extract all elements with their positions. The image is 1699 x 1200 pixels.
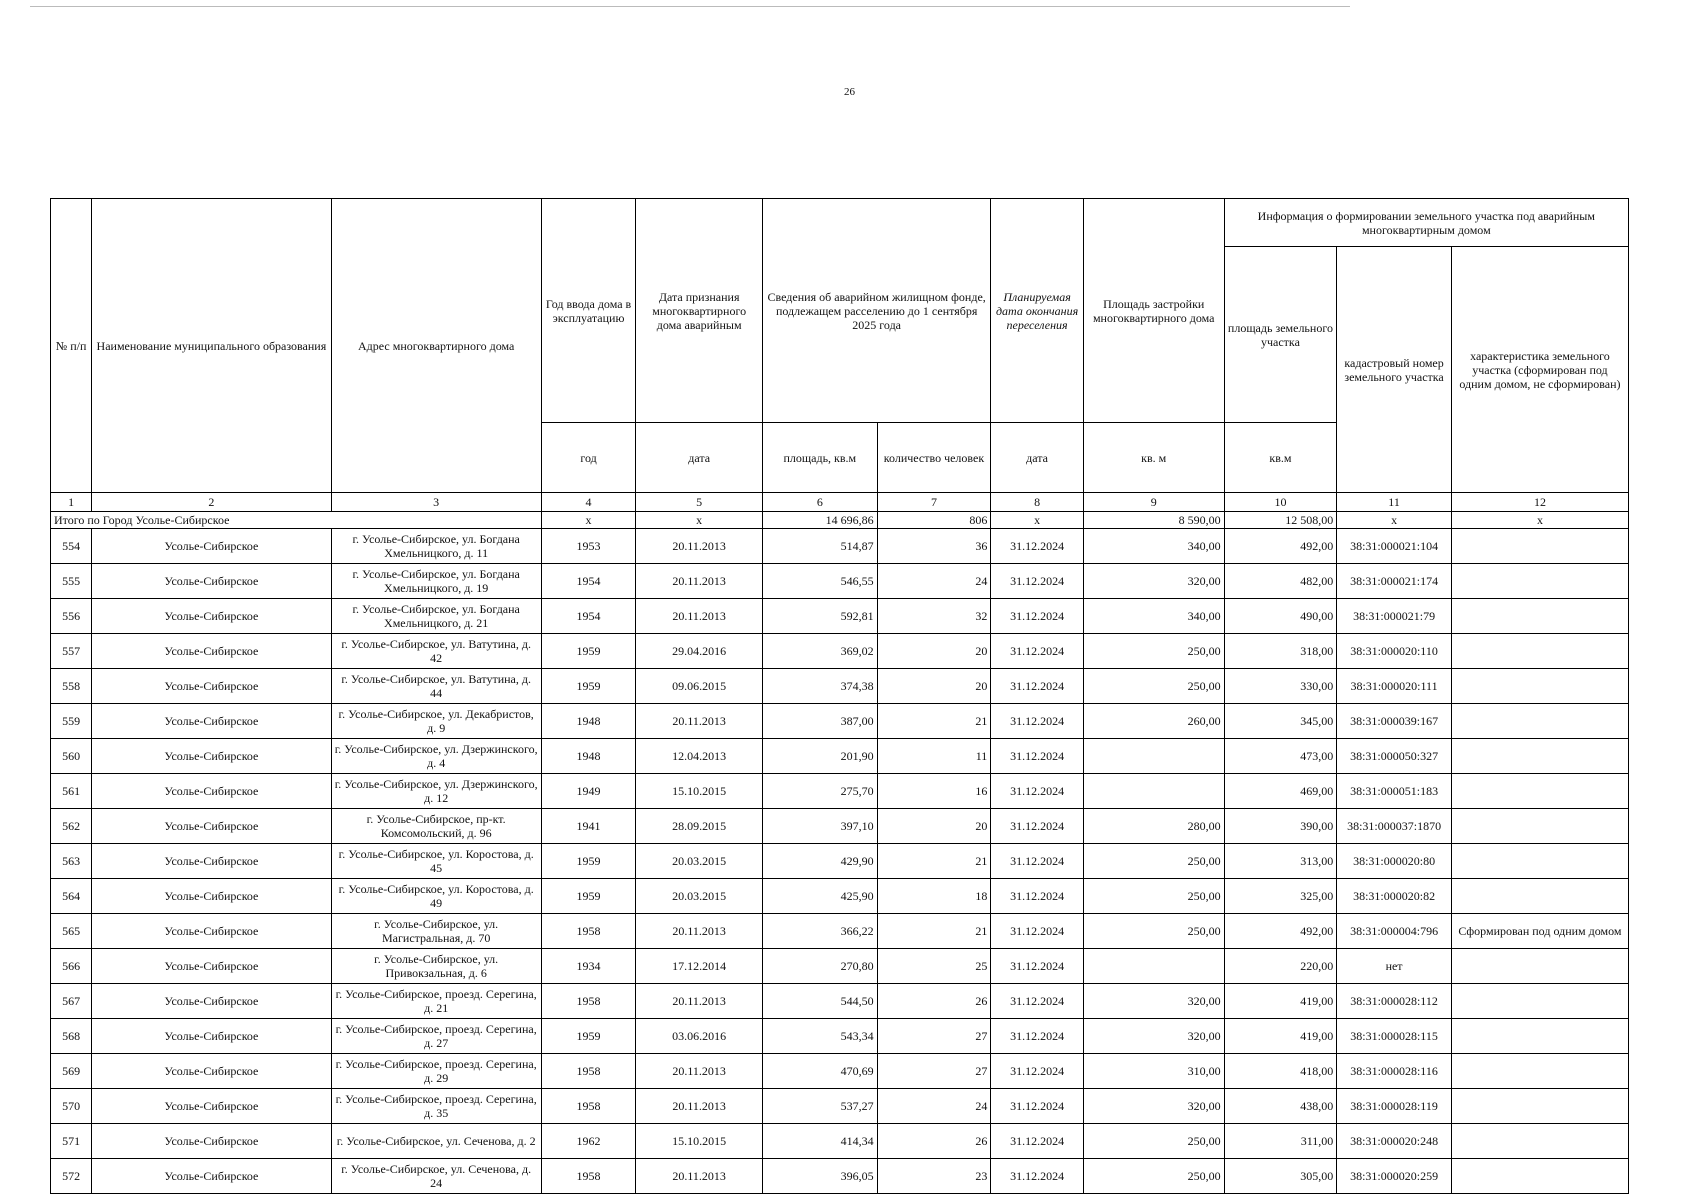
row-people: 32 (877, 599, 991, 634)
row-municipality: Усолье-Сибирское (92, 984, 331, 1019)
row-recognition-date: 12.04.2013 (636, 739, 763, 774)
row-planned-date: 31.12.2024 (991, 634, 1084, 669)
row-area: 387,00 (763, 704, 878, 739)
row-area: 514,87 (763, 529, 878, 564)
row-land-area: 419,00 (1224, 984, 1337, 1019)
total-label: Итого по Город Усолье-Сибирское (51, 512, 542, 529)
row-cadastral: 38:31:000028:119 (1337, 1089, 1452, 1124)
row-land-area: 473,00 (1224, 739, 1337, 774)
row-building-area: 320,00 (1083, 1089, 1224, 1124)
row-cadastral: 38:31:000021:174 (1337, 564, 1452, 599)
row-recognition-date: 15.10.2015 (636, 1124, 763, 1159)
total-row (51, 512, 1629, 529)
row-people: 20 (877, 634, 991, 669)
row-area: 544,50 (763, 984, 878, 1019)
table-row (51, 704, 1629, 739)
row-cadastral: 38:31:000020:80 (1337, 844, 1452, 879)
row-municipality: Усолье-Сибирское (92, 634, 331, 669)
row-address: г. Усолье-Сибирское, ул. Дзержинского, д. 12 (331, 774, 541, 809)
row-year: 1949 (541, 774, 636, 809)
table-row (51, 949, 1629, 984)
row-number: 554 (51, 529, 92, 564)
row-land-area: 418,00 (1224, 1054, 1337, 1089)
subheader-land-area: кв.м (1224, 423, 1337, 493)
row-planned-date: 31.12.2024 (991, 809, 1084, 844)
total-area: 14 696,86 (763, 512, 878, 529)
row-people: 26 (877, 1124, 991, 1159)
housing-register-table (50, 198, 1629, 1194)
row-address: г. Усолье-Сибирское, ул. Сеченова, д. 2 (331, 1124, 541, 1159)
row-address: г. Усолье-Сибирское, проезд. Серегина, д. 29 (331, 1054, 541, 1089)
table-body (51, 493, 1629, 1194)
col-header-land-info: Информация о формировании земельного участка под аварийным многоквартирным домом (1224, 199, 1628, 247)
row-planned-date: 31.12.2024 (991, 1159, 1084, 1194)
row-municipality: Усолье-Сибирское (92, 1089, 331, 1124)
column-number: 4 (541, 493, 636, 512)
row-year: 1954 (541, 564, 636, 599)
row-land-area: 325,00 (1224, 879, 1337, 914)
row-recognition-date: 20.11.2013 (636, 704, 763, 739)
row-number: 568 (51, 1019, 92, 1054)
row-recognition-date: 20.11.2013 (636, 564, 763, 599)
row-land-area: 330,00 (1224, 669, 1337, 704)
row-municipality: Усолье-Сибирское (92, 1019, 331, 1054)
row-number: 571 (51, 1124, 92, 1159)
row-planned-date: 31.12.2024 (991, 564, 1084, 599)
row-building-area: 250,00 (1083, 1159, 1224, 1194)
table-row (51, 984, 1629, 1019)
subheader-people: количество человек (877, 423, 991, 493)
table-row (51, 669, 1629, 704)
row-area: 369,02 (763, 634, 878, 669)
column-number: 8 (991, 493, 1084, 512)
row-land-area: 305,00 (1224, 1159, 1337, 1194)
row-area: 270,80 (763, 949, 878, 984)
row-land-characteristic (1451, 1054, 1628, 1089)
row-number: 555 (51, 564, 92, 599)
row-people: 20 (877, 669, 991, 704)
row-address: г. Усолье-Сибирское, ул. Сеченова, д. 24 (331, 1159, 541, 1194)
row-year: 1962 (541, 1124, 636, 1159)
column-numbers-row (51, 493, 1629, 512)
row-number: 557 (51, 634, 92, 669)
row-building-area: 250,00 (1083, 879, 1224, 914)
table-row (51, 529, 1629, 564)
row-land-characteristic (1451, 809, 1628, 844)
row-building-area: 320,00 (1083, 564, 1224, 599)
row-planned-date: 31.12.2024 (991, 914, 1084, 949)
row-number: 564 (51, 879, 92, 914)
row-land-area: 318,00 (1224, 634, 1337, 669)
row-building-area: 250,00 (1083, 669, 1224, 704)
row-address: г. Усолье-Сибирское, ул. Богдана Хмельницкого, д. 11 (331, 529, 541, 564)
row-year: 1959 (541, 634, 636, 669)
subheader-building-area: кв. м (1083, 423, 1224, 493)
row-people: 18 (877, 879, 991, 914)
col-header-land-area: площадь земельного участка (1224, 247, 1337, 423)
col-header-address: Адрес многоквартирного дома (331, 199, 541, 493)
row-cadastral: 38:31:000020:248 (1337, 1124, 1452, 1159)
subheader-area: площадь, кв.м (763, 423, 878, 493)
row-number: 563 (51, 844, 92, 879)
row-recognition-date: 28.09.2015 (636, 809, 763, 844)
row-year: 1941 (541, 809, 636, 844)
row-area: 592,81 (763, 599, 878, 634)
row-number: 572 (51, 1159, 92, 1194)
column-number: 6 (763, 493, 878, 512)
row-cadastral: 38:31:000050:327 (1337, 739, 1452, 774)
row-building-area: 280,00 (1083, 809, 1224, 844)
row-municipality: Усолье-Сибирское (92, 564, 331, 599)
row-area: 201,90 (763, 739, 878, 774)
row-address: г. Усолье-Сибирское, ул. Богдана Хмельницкого, д. 21 (331, 599, 541, 634)
row-planned-date: 31.12.2024 (991, 529, 1084, 564)
row-land-characteristic (1451, 879, 1628, 914)
row-land-area: 490,00 (1224, 599, 1337, 634)
row-planned-date: 31.12.2024 (991, 949, 1084, 984)
row-recognition-date: 20.11.2013 (636, 984, 763, 1019)
row-cadastral: 38:31:000021:79 (1337, 599, 1452, 634)
row-planned-date: 31.12.2024 (991, 704, 1084, 739)
total-date: x (636, 512, 763, 529)
row-cadastral: 38:31:000020:259 (1337, 1159, 1452, 1194)
row-people: 21 (877, 914, 991, 949)
row-planned-date: 31.12.2024 (991, 1124, 1084, 1159)
row-recognition-date: 17.12.2014 (636, 949, 763, 984)
row-number: 556 (51, 599, 92, 634)
row-year: 1959 (541, 1019, 636, 1054)
total-cadastral: x (1337, 512, 1452, 529)
row-number: 566 (51, 949, 92, 984)
row-cadastral: 38:31:000039:167 (1337, 704, 1452, 739)
table-row (51, 1124, 1629, 1159)
row-year: 1934 (541, 949, 636, 984)
row-area: 429,90 (763, 844, 878, 879)
row-land-characteristic (1451, 739, 1628, 774)
row-land-characteristic (1451, 1019, 1628, 1054)
table-row (51, 1019, 1629, 1054)
subheader-date: дата (636, 423, 763, 493)
row-building-area: 320,00 (1083, 984, 1224, 1019)
row-land-area: 311,00 (1224, 1124, 1337, 1159)
row-cadastral: 38:31:000004:796 (1337, 914, 1452, 949)
col-header-year: Год ввода дома в эксплуатацию (541, 199, 636, 423)
row-address: г. Усолье-Сибирское, ул. Богдана Хмельницкого, д. 19 (331, 564, 541, 599)
row-municipality: Усолье-Сибирское (92, 1124, 331, 1159)
row-cadastral: 38:31:000020:82 (1337, 879, 1452, 914)
column-number: 3 (331, 493, 541, 512)
row-year: 1954 (541, 599, 636, 634)
row-building-area: 340,00 (1083, 599, 1224, 634)
total-year: x (541, 512, 636, 529)
row-municipality: Усолье-Сибирское (92, 809, 331, 844)
table-row (51, 844, 1629, 879)
table-header (51, 199, 1629, 493)
col-header-planned-date: Планируемая дата окончания переселения (991, 199, 1084, 423)
row-land-characteristic (1451, 529, 1628, 564)
row-people: 21 (877, 844, 991, 879)
table-row (51, 879, 1629, 914)
row-area: 397,10 (763, 809, 878, 844)
row-people: 24 (877, 564, 991, 599)
row-recognition-date: 20.11.2013 (636, 599, 763, 634)
row-municipality: Усолье-Сибирское (92, 1159, 331, 1194)
total-building-area: 8 590,00 (1083, 512, 1224, 529)
row-building-area (1083, 739, 1224, 774)
row-building-area: 320,00 (1083, 1019, 1224, 1054)
row-municipality: Усолье-Сибирское (92, 879, 331, 914)
row-area: 374,38 (763, 669, 878, 704)
row-area: 470,69 (763, 1054, 878, 1089)
column-number: 2 (92, 493, 331, 512)
row-address: г. Усолье-Сибирское, ул. Коростова, д. 45 (331, 844, 541, 879)
col-header-cadastral: кадастровый номер земельного участка (1337, 247, 1452, 493)
row-year: 1953 (541, 529, 636, 564)
column-number: 5 (636, 493, 763, 512)
col-header-municipality: Наименование муниципального образования (92, 199, 331, 493)
row-year: 1948 (541, 704, 636, 739)
row-land-characteristic (1451, 669, 1628, 704)
row-address: г. Усолье-Сибирское, пр-кт. Комсомольский, д. 96 (331, 809, 541, 844)
row-people: 24 (877, 1089, 991, 1124)
table-row (51, 1054, 1629, 1089)
row-address: г. Усолье-Сибирское, ул. Магистральная, д. 70 (331, 914, 541, 949)
row-address: г. Усолье-Сибирское, проезд. Серегина, д. 27 (331, 1019, 541, 1054)
row-planned-date: 31.12.2024 (991, 1089, 1084, 1124)
column-number: 1 (51, 493, 92, 512)
total-people: 806 (877, 512, 991, 529)
row-cadastral: 38:31:000028:116 (1337, 1054, 1452, 1089)
row-people: 20 (877, 809, 991, 844)
row-address: г. Усолье-Сибирское, ул. Дзержинского, д. 4 (331, 739, 541, 774)
row-land-characteristic (1451, 949, 1628, 984)
row-address: г. Усолье-Сибирское, ул. Ватутина, д. 44 (331, 669, 541, 704)
row-municipality: Усолье-Сибирское (92, 1054, 331, 1089)
row-cadastral: 38:31:000051:183 (1337, 774, 1452, 809)
row-address: г. Усолье-Сибирское, ул. Ватутина, д. 42 (331, 634, 541, 669)
row-year: 1959 (541, 879, 636, 914)
row-land-characteristic (1451, 1124, 1628, 1159)
column-number: 11 (1337, 493, 1452, 512)
column-number: 9 (1083, 493, 1224, 512)
row-planned-date: 31.12.2024 (991, 669, 1084, 704)
row-area: 543,34 (763, 1019, 878, 1054)
table-row (51, 599, 1629, 634)
row-year: 1958 (541, 1159, 636, 1194)
row-cadastral: 38:31:000021:104 (1337, 529, 1452, 564)
row-address: г. Усолье-Сибирское, проезд. Серегина, д. 21 (331, 984, 541, 1019)
row-land-area: 313,00 (1224, 844, 1337, 879)
row-number: 562 (51, 809, 92, 844)
row-people: 11 (877, 739, 991, 774)
table-row (51, 739, 1629, 774)
row-cadastral: 38:31:000028:115 (1337, 1019, 1452, 1054)
row-recognition-date: 29.04.2016 (636, 634, 763, 669)
row-municipality: Усолье-Сибирское (92, 844, 331, 879)
row-recognition-date: 20.11.2013 (636, 529, 763, 564)
row-land-area: 492,00 (1224, 914, 1337, 949)
row-people: 27 (877, 1054, 991, 1089)
row-building-area: 250,00 (1083, 1124, 1224, 1159)
row-land-characteristic (1451, 599, 1628, 634)
row-address: г. Усолье-Сибирское, ул. Привокзальная, д. 6 (331, 949, 541, 984)
row-recognition-date: 03.06.2016 (636, 1019, 763, 1054)
row-cadastral: 38:31:000037:1870 (1337, 809, 1452, 844)
row-number: 560 (51, 739, 92, 774)
row-people: 27 (877, 1019, 991, 1054)
row-number: 565 (51, 914, 92, 949)
row-number: 558 (51, 669, 92, 704)
row-planned-date: 31.12.2024 (991, 1054, 1084, 1089)
row-area: 425,90 (763, 879, 878, 914)
row-planned-date: 31.12.2024 (991, 774, 1084, 809)
row-recognition-date: 20.11.2013 (636, 914, 763, 949)
row-municipality: Усолье-Сибирское (92, 914, 331, 949)
row-municipality: Усолье-Сибирское (92, 529, 331, 564)
row-planned-date: 31.12.2024 (991, 599, 1084, 634)
row-building-area: 250,00 (1083, 634, 1224, 669)
row-cadastral: 38:31:000020:110 (1337, 634, 1452, 669)
row-land-area: 220,00 (1224, 949, 1337, 984)
row-planned-date: 31.12.2024 (991, 1019, 1084, 1054)
row-municipality: Усолье-Сибирское (92, 949, 331, 984)
row-building-area (1083, 774, 1224, 809)
row-number: 567 (51, 984, 92, 1019)
row-land-characteristic (1451, 1089, 1628, 1124)
row-year: 1958 (541, 1089, 636, 1124)
row-land-characteristic (1451, 774, 1628, 809)
row-building-area: 250,00 (1083, 844, 1224, 879)
row-land-area: 438,00 (1224, 1089, 1337, 1124)
row-people: 23 (877, 1159, 991, 1194)
subheader-planned-date: дата (991, 423, 1084, 493)
row-municipality: Усолье-Сибирское (92, 774, 331, 809)
row-year: 1959 (541, 669, 636, 704)
subheader-year: год (541, 423, 636, 493)
table-row (51, 774, 1629, 809)
row-planned-date: 31.12.2024 (991, 879, 1084, 914)
row-address: г. Усолье-Сибирское, ул. Декабристов, д. 9 (331, 704, 541, 739)
col-header-no: № п/п (51, 199, 92, 493)
row-land-characteristic (1451, 704, 1628, 739)
col-header-building-area: Площадь застройки многоквартирного дома (1083, 199, 1224, 423)
row-land-characteristic (1451, 564, 1628, 599)
row-planned-date: 31.12.2024 (991, 844, 1084, 879)
row-building-area (1083, 949, 1224, 984)
col-header-emergency-fund: Сведения об аварийном жилищном фонде, подлежащем расселению до 1 сентября 2025 года (763, 199, 991, 423)
row-number: 561 (51, 774, 92, 809)
row-year: 1959 (541, 844, 636, 879)
table-row (51, 809, 1629, 844)
row-area: 275,70 (763, 774, 878, 809)
row-number: 570 (51, 1089, 92, 1124)
table-row (51, 634, 1629, 669)
row-address: г. Усолье-Сибирское, ул. Коростова, д. 49 (331, 879, 541, 914)
row-recognition-date: 20.11.2013 (636, 1054, 763, 1089)
scan-top-line (30, 6, 1350, 7)
row-year: 1958 (541, 984, 636, 1019)
table-row (51, 1159, 1629, 1194)
row-building-area: 260,00 (1083, 704, 1224, 739)
row-land-characteristic (1451, 1159, 1628, 1194)
row-recognition-date: 20.11.2013 (636, 1089, 763, 1124)
table-row (51, 914, 1629, 949)
row-land-characteristic (1451, 634, 1628, 669)
row-building-area: 310,00 (1083, 1054, 1224, 1089)
row-recognition-date: 20.11.2013 (636, 1159, 763, 1194)
col-header-land-characteristic: характеристика земельного участка (сформирован под одним домом, не сформирован) (1451, 247, 1628, 493)
col-header-recognition-date: Дата признания многоквартирного дома аварийным (636, 199, 763, 423)
row-municipality: Усолье-Сибирское (92, 599, 331, 634)
row-area: 366,22 (763, 914, 878, 949)
row-people: 16 (877, 774, 991, 809)
table-row (51, 1089, 1629, 1124)
row-recognition-date: 09.06.2015 (636, 669, 763, 704)
total-land-area: 12 508,00 (1224, 512, 1337, 529)
row-building-area: 340,00 (1083, 529, 1224, 564)
row-address: г. Усолье-Сибирское, проезд. Серегина, д. 35 (331, 1089, 541, 1124)
row-area: 546,55 (763, 564, 878, 599)
row-recognition-date: 15.10.2015 (636, 774, 763, 809)
row-people: 21 (877, 704, 991, 739)
row-land-area: 345,00 (1224, 704, 1337, 739)
total-characteristic: x (1451, 512, 1628, 529)
row-land-area: 419,00 (1224, 1019, 1337, 1054)
row-year: 1958 (541, 1054, 636, 1089)
total-planned: x (991, 512, 1084, 529)
row-building-area: 250,00 (1083, 914, 1224, 949)
row-land-area: 469,00 (1224, 774, 1337, 809)
column-number: 10 (1224, 493, 1337, 512)
page-number: 26 (844, 86, 855, 98)
row-year: 1948 (541, 739, 636, 774)
column-number: 7 (877, 493, 991, 512)
row-land-area: 482,00 (1224, 564, 1337, 599)
row-land-area: 390,00 (1224, 809, 1337, 844)
row-municipality: Усолье-Сибирское (92, 739, 331, 774)
table-row (51, 564, 1629, 599)
row-cadastral: 38:31:000028:112 (1337, 984, 1452, 1019)
row-planned-date: 31.12.2024 (991, 984, 1084, 1019)
row-people: 36 (877, 529, 991, 564)
row-land-characteristic (1451, 844, 1628, 879)
row-recognition-date: 20.03.2015 (636, 844, 763, 879)
row-land-characteristic (1451, 984, 1628, 1019)
row-planned-date: 31.12.2024 (991, 739, 1084, 774)
row-municipality: Усолье-Сибирское (92, 669, 331, 704)
row-area: 396,05 (763, 1159, 878, 1194)
row-people: 25 (877, 949, 991, 984)
row-number: 569 (51, 1054, 92, 1089)
row-recognition-date: 20.03.2015 (636, 879, 763, 914)
row-municipality: Усолье-Сибирское (92, 704, 331, 739)
row-number: 559 (51, 704, 92, 739)
row-cadastral: нет (1337, 949, 1452, 984)
row-people: 26 (877, 984, 991, 1019)
column-number: 12 (1451, 493, 1628, 512)
row-land-area: 492,00 (1224, 529, 1337, 564)
row-area: 537,27 (763, 1089, 878, 1124)
row-land-characteristic: Сформирован под одним домом (1451, 914, 1628, 949)
row-cadastral: 38:31:000020:111 (1337, 669, 1452, 704)
row-area: 414,34 (763, 1124, 878, 1159)
row-year: 1958 (541, 914, 636, 949)
